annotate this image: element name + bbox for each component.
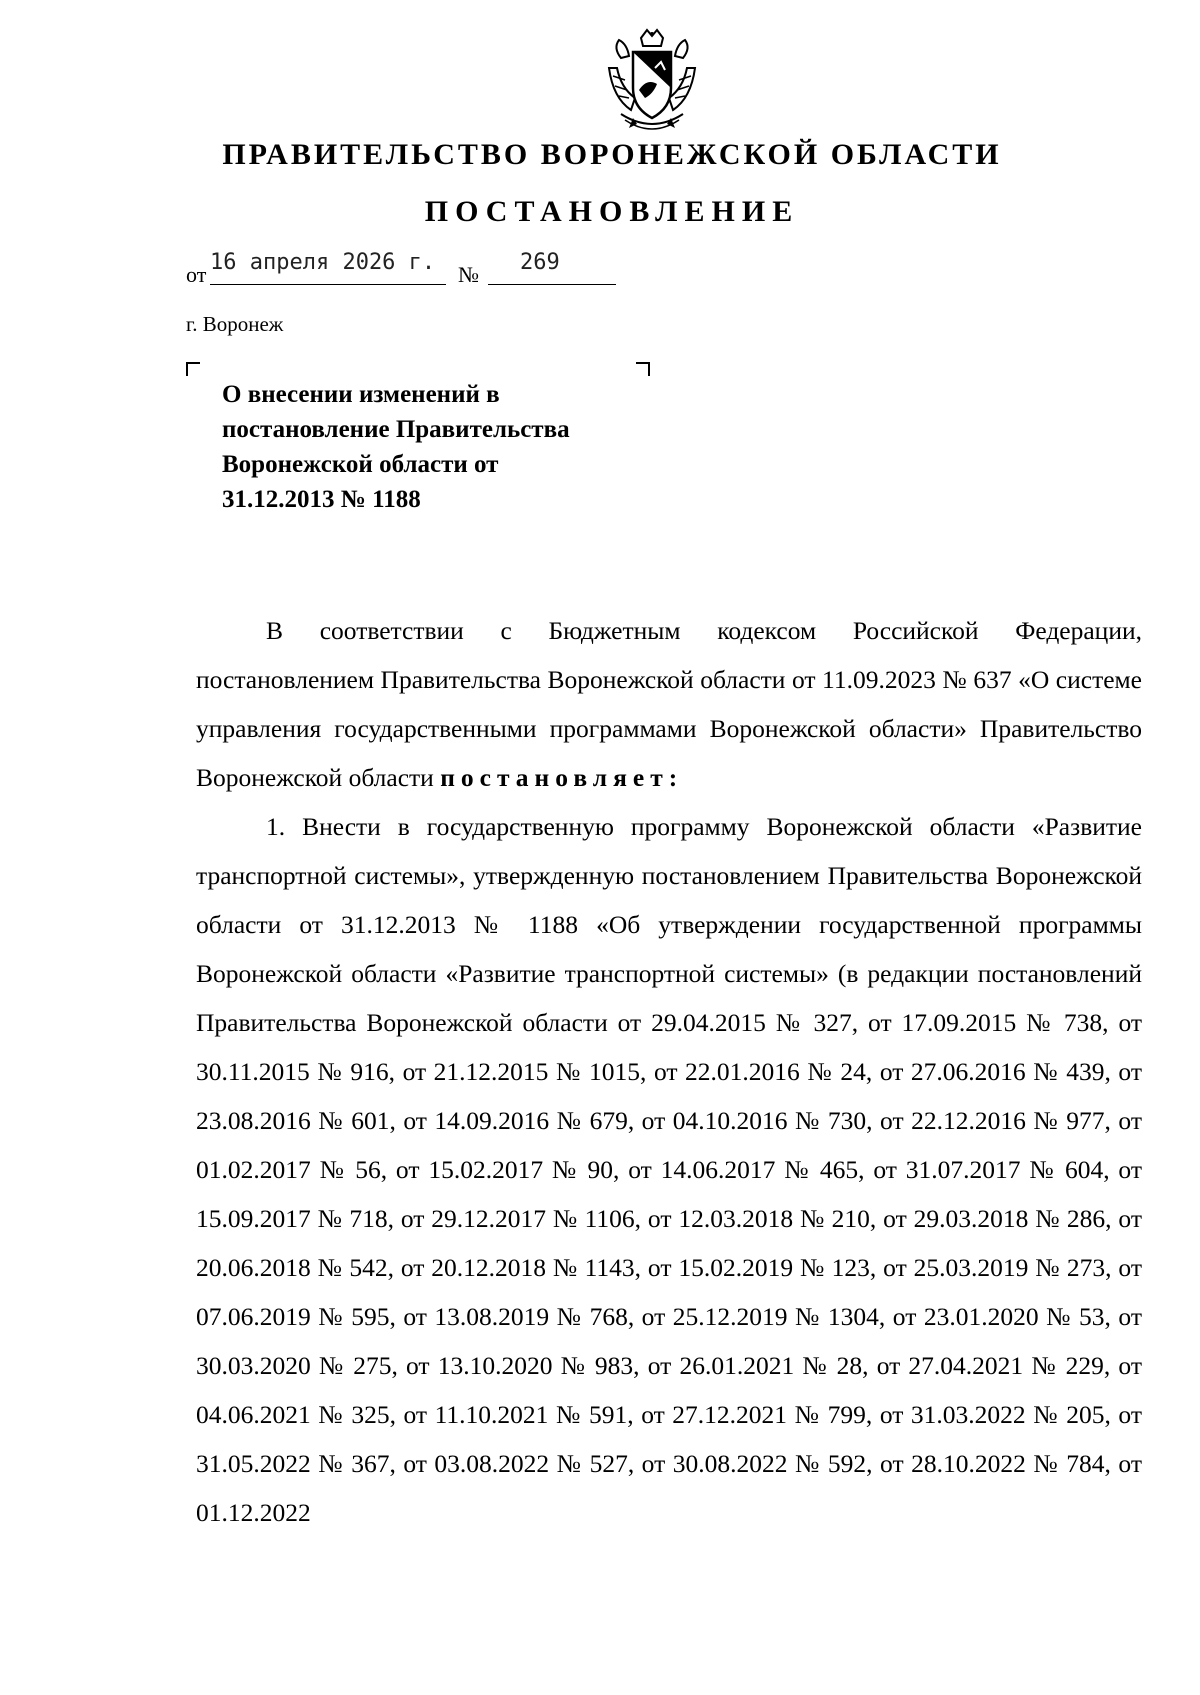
- document-number: 269: [520, 250, 560, 275]
- organization-title: ПРАВИТЕЛЬСТВО ВОРОНЕЖСКОЙ ОБЛАСТИ: [222, 138, 1002, 171]
- subject-line: постановление Правительства: [222, 416, 570, 443]
- subject-line: 31.12.2013 № 1188: [222, 486, 421, 513]
- subject-line: Воронежской области от: [222, 451, 499, 478]
- subject-corner-right: [636, 362, 650, 376]
- resolves-keyword: постановляет:: [440, 763, 684, 792]
- city-line: г. Воронеж: [186, 312, 284, 336]
- document-type-title: ПОСТАНОВЛЕНИЕ: [424, 195, 800, 228]
- number-underline: [488, 284, 616, 285]
- date-prefix: от: [186, 262, 207, 287]
- number-label: №: [458, 262, 479, 287]
- date-underline: [210, 284, 446, 285]
- clause-1-paragraph: 1. Внести в государственную программу Воронежской области «Развитие транспортной системы», утвержденную постановлением Правительства Воронежской области от 31.12.2013 № 1188 «Об утверждении государственной программы Воронежской области «Развитие транспортной системы» (в редакции постановлений Правительства Воронежской области от 29.04.2015 № 327, от 17.09.2015 № 738, от 30.11.2015 № 916, от 21.12.2015 № 1015, от 22.01.2016 № 24, от 27.06.2016 № 439, от 23.08.2016 № 601, от 14.09.2016 № 679, от 04.10.2016 № 730, от 22.12.2016 № 977, от 01.02.2017 № 56, от 15.02.2017 № 90, от 14.06.2017 № 465, от 31.07.2017 № 604, от 15.09.2017 № 718, от 29.12.2017 № 1106, от 12.03.2018 № 210, от 29.03.2018 № 286, от 20.06.2018 № 542, от 20.12.2018 № 1143, от 15.02.2019 № 123, от 25.03.2019 № 273, от 07.06.2019 № 595, от 13.08.2019 № 768, от 25.12.2019 № 1304, от 23.01.2020 № 53, от 30.03.2020 № 275, от 13.10.2020 № 983, от 26.01.2021 № 28, от 27.04.2021 № 229, от 04.06.2021 № 325, от 11.10.2021 № 591, от 27.12.2021 № 799, от 31.03.2022 № 205, от 31.05.2022 № 367, от 03.08.2022 № 527, от 30.08.2022 № 592, от 28.10.2022 № 784, от 01.12.2022: [196, 812, 1142, 1527]
- preamble-text: В соответствии с Бюджетным кодексом Российской Федерации, постановлением Правительства Воронежской области от 11.09.2023 № 637 «О системе управления государственными программами Воронежской области» Правительство Воронежской области: [196, 616, 1142, 792]
- preamble-paragraph: [196, 606, 1142, 802]
- date-number-line: [186, 250, 686, 290]
- coat-of-arms-icon: [603, 28, 701, 138]
- subject-corner-left: [186, 362, 200, 376]
- document-body: [196, 606, 1142, 1537]
- document-date: 16 апреля 2026 г.: [210, 250, 436, 275]
- subject-line: О внесении изменений в: [222, 381, 500, 408]
- document-subject: [222, 377, 642, 517]
